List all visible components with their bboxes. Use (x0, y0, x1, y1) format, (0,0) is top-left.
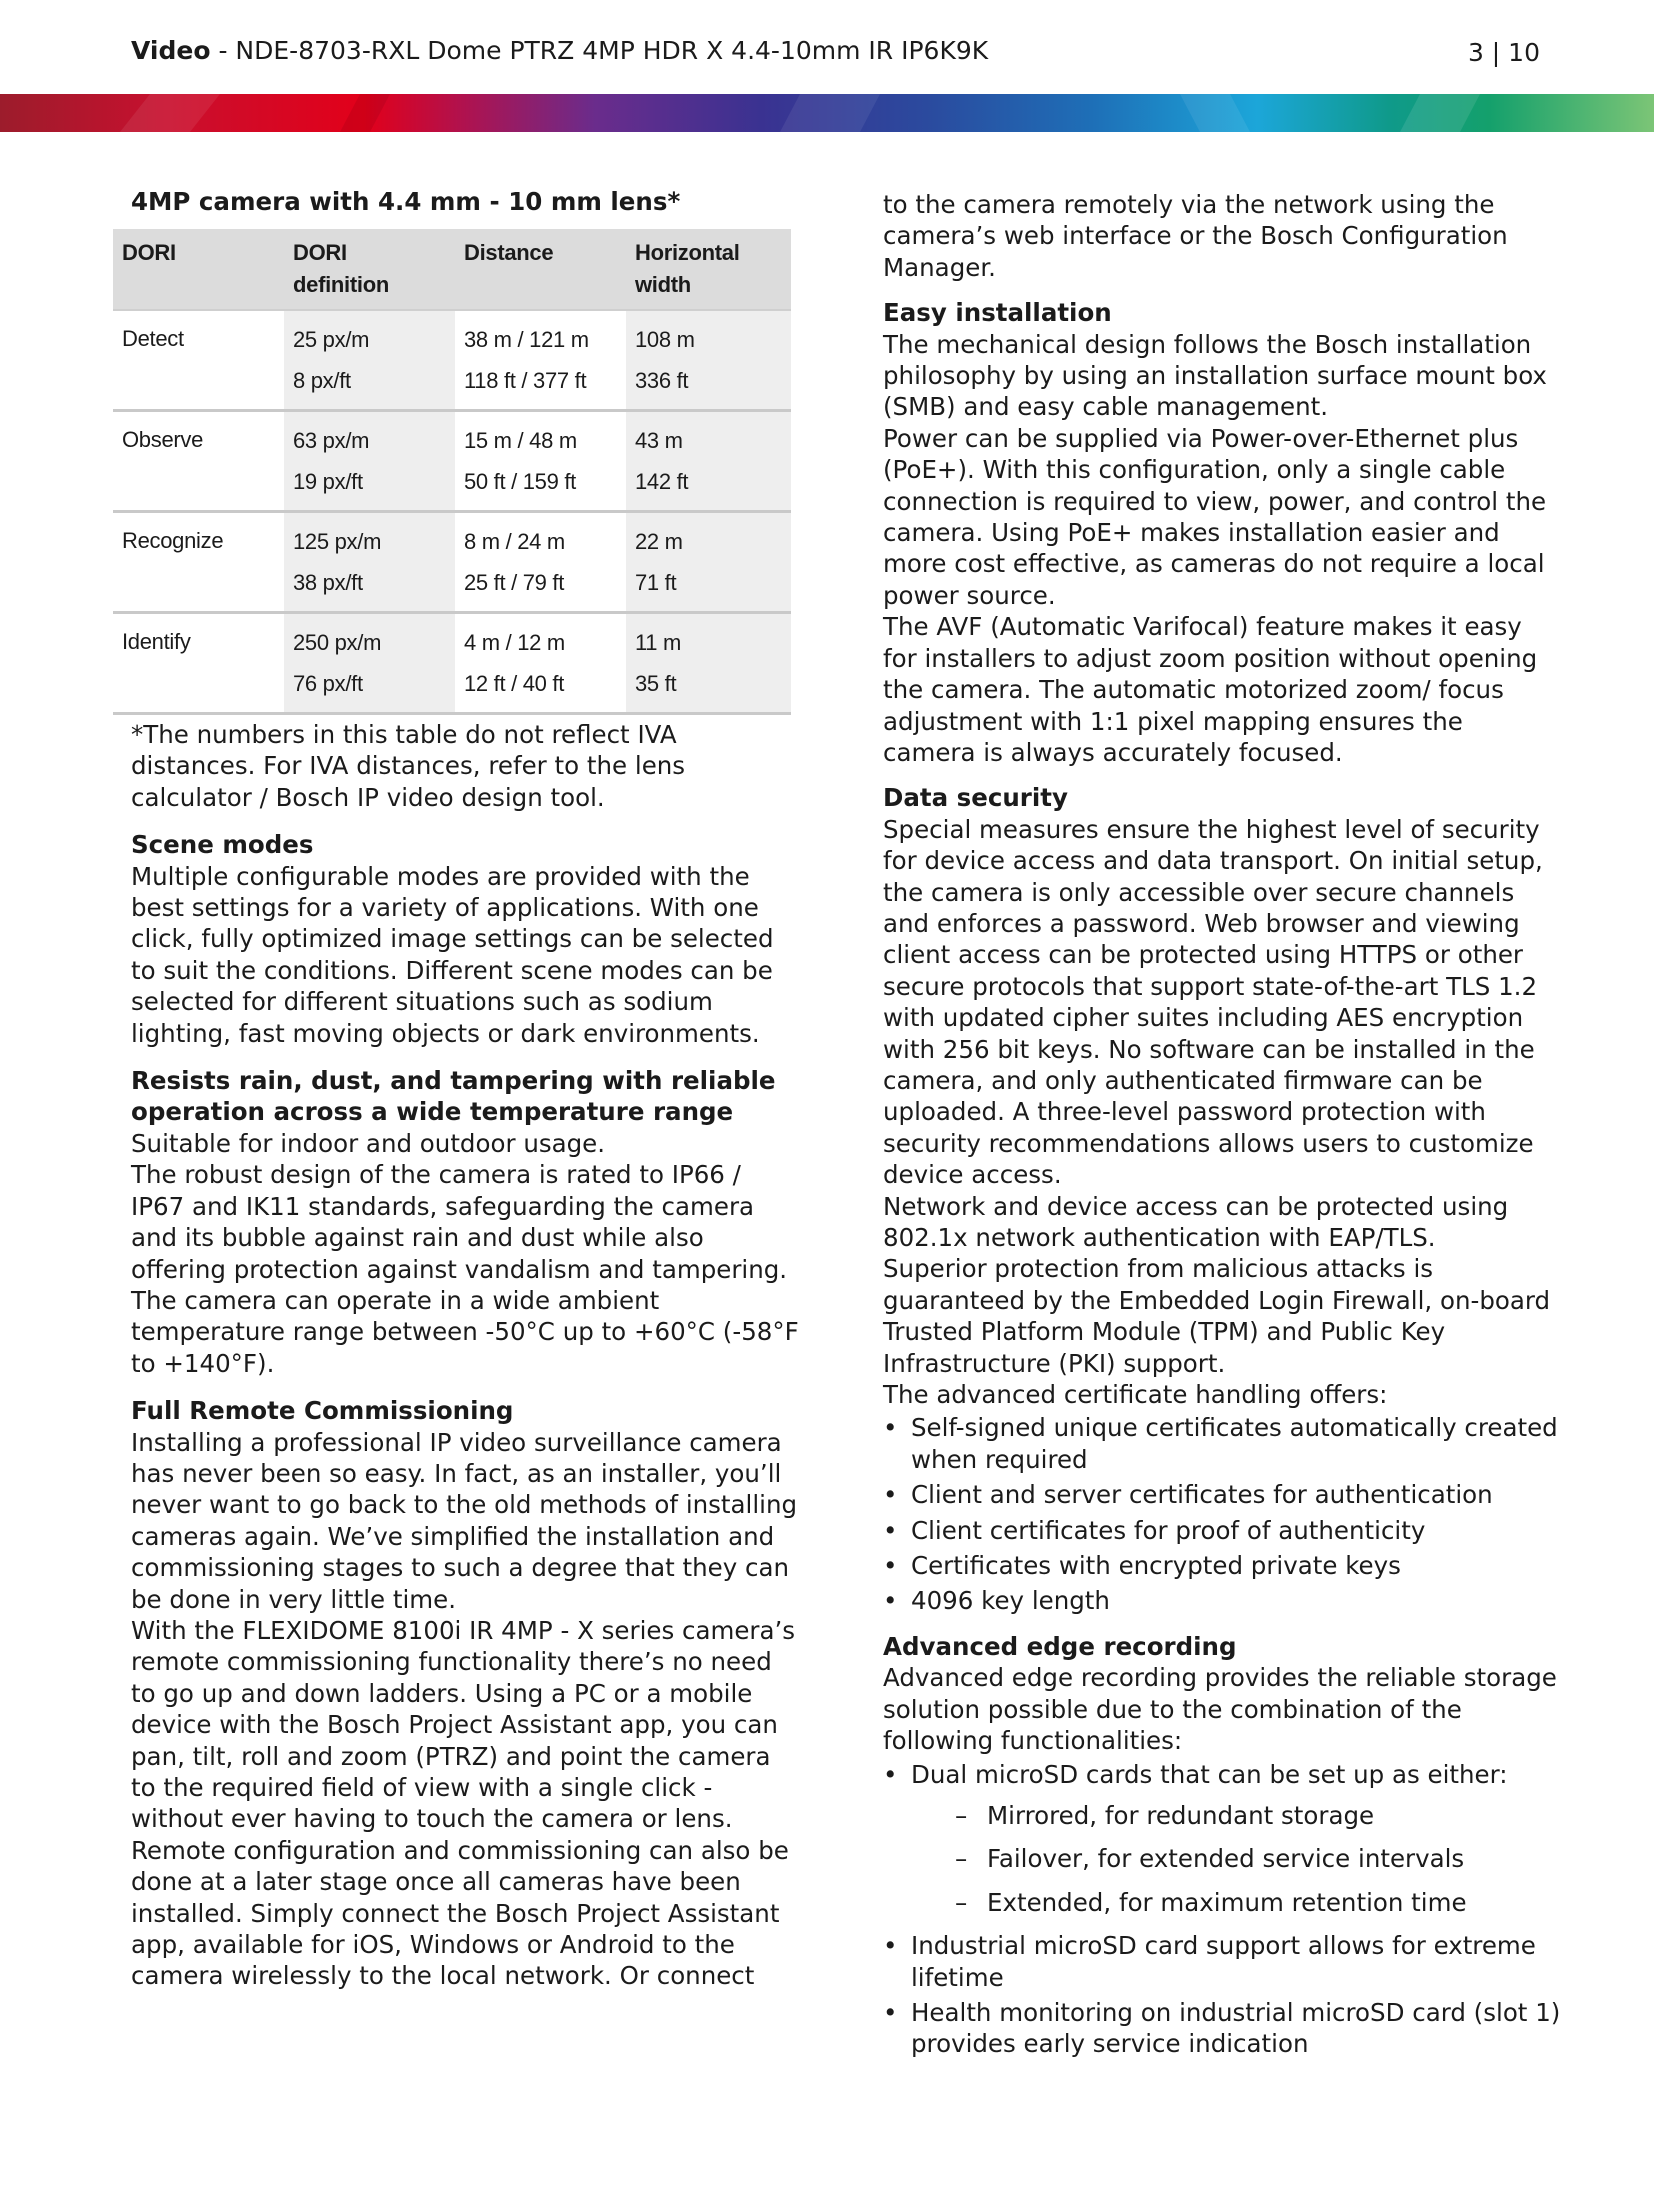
section-heading: Data security (883, 783, 1068, 813)
list-item: • 4096 key length (883, 1585, 1563, 1616)
table-cell: 22 m 71 ft (626, 512, 791, 613)
section-heading: Easy installation (883, 298, 1112, 328)
paragraph: Power can be supplied via Power-over-Ethernet plus (PoE+). With this configuration, only a single cable connection is required to view, power, and control the camera. Using PoE+ makes installation easier and more cost effective, as cameras do not require a local power source. (883, 423, 1547, 610)
table-title: 4MP camera with 4.4 mm - 10 mm lens* (131, 187, 681, 216)
brand-supergraphic (0, 94, 1654, 132)
table-row (113, 411, 791, 512)
table-cell: 63 px/m 19 px/ft (284, 411, 455, 512)
sub-list-item: – Extended, for maximum retention time (911, 1887, 1563, 1918)
resists-section (131, 1065, 801, 1379)
remote-commissioning-section (131, 1395, 801, 1992)
paragraph: The robust design of the camera is rated to IP66 / IP67 and IK11 standards, safeguarding the camera and its bubble against rain and dust while also offering protection against vandalism and tampering. The camera can operate in a wide ambient temperature range between -50°C up to +60°C (-58°F to +140°F). (131, 1160, 799, 1378)
paragraph: With the FLEXIDOME 8100i IR 4MP - X series camera’s remote commissioning functionality there’s no need to go up and down ladders. Using a PC or a mobile device with the Bosch Project Assistant app, you can pan, tilt, roll and zoom (PTRZ) and point the camera to the required field of view with a single click - without ever having to touch the camera or lens. (131, 1615, 796, 1834)
paragraph: Multiple configurable modes are provided with the best settings for a variety of applications. With one click, fully optimized image settings can be selected to suit the conditions. Different scene modes can be selected for different situations such as sodium lighting, fast moving objects or dark environments. (131, 861, 774, 1048)
list-item: • Industrial microSD card support allows for extreme lifetime (883, 1930, 1563, 1993)
section-heading: Full Remote Commissioning (131, 1396, 514, 1426)
table-header: Distance (455, 229, 626, 310)
header-product: - NDE-8703-RXL Dome PTRZ 4MP HDR X 4.4-10mm IR IP6K9K (210, 36, 989, 65)
section-heading: Scene modes (131, 830, 314, 860)
paragraph: Network and device access can be protected using 802.1x network authentication with EAP/TLS. (883, 1191, 1509, 1252)
dori-level: Detect (113, 310, 284, 411)
header-category: Video (131, 36, 211, 65)
paragraph: to the camera remotely via the network using the camera’s web interface or the Bosch Configuration Manager. (883, 190, 1508, 282)
table-row (113, 613, 791, 714)
section-heading: Advanced edge recording (883, 1631, 1237, 1661)
table-cell: 4 m / 12 m 12 ft / 40 ft (455, 613, 626, 714)
table-row (113, 310, 791, 411)
table-header: Horizontal width (626, 229, 791, 310)
paragraph: Special measures ensure the highest level of security for device access and data transport. On initial setup, the camera is only accessible over secure channels and enforces a password. Web browser and viewing client access can be protected using HTTPS or other secure protocols that support state-of-the-art TLS 1.2 with updated cipher suites including AES encryption with 256 bit keys. No software can be installed in the camera, and only authenticated firmware can be uploaded. A three-level password protection with security recommendations allows users to customize device access. (883, 814, 1543, 1190)
table-cell: 43 m 142 ft (626, 411, 791, 512)
dori-table (113, 229, 791, 715)
easy-installation-section (883, 297, 1563, 768)
paragraph: The mechanical design follows the Bosch installation philosophy by using an installation surface mount box (SMB) and easy cable management. (883, 329, 1547, 422)
table-header: DORI (113, 229, 284, 310)
table-cell: 108 m 336 ft (626, 310, 791, 411)
table-cell: 8 m / 24 m 25 ft / 79 ft (455, 512, 626, 613)
page-header-title (131, 36, 988, 65)
sub-list-item: – Mirrored, for redundant storage (911, 1800, 1563, 1831)
list-item: • Client and server certificates for authentication (883, 1479, 1563, 1510)
paragraph: Superior protection from malicious attacks is guaranteed by the Embedded Login Firewall, on-board Trusted Platform Module (TPM) and Public Key Infrastructure (PKI) support. (883, 1254, 1551, 1378)
left-column (122, 186, 801, 2006)
section-heading: Resists rain, dust, and tampering with reliable operation across a wide temperature range (131, 1066, 776, 1127)
list-item: • Health monitoring on industrial microSD card (slot 1) provides early service indication (883, 1997, 1563, 2060)
table-cell: 11 m 35 ft (626, 613, 791, 714)
certificate-list (883, 1412, 1563, 1616)
table-cell: 125 px/m 38 px/ft (284, 512, 455, 613)
list-item (883, 1759, 1563, 1919)
storage-mode-list (911, 1800, 1563, 1918)
table-cell: 15 m / 48 m 50 ft / 159 ft (455, 411, 626, 512)
edge-recording-section (883, 1631, 1563, 2060)
table-row (113, 512, 791, 613)
table-footnote: *The numbers in this table do not reflect IVA distances. For IVA distances, refer to the lens calculator / Bosch IP video design tool. (131, 720, 686, 812)
paragraph: Remote configuration and commissioning can also be done at a later stage once all cameras have been installed. Simply connect the Bosch Project Assistant app, available for iOS, Windows or Android to the camera wirelessly to the local network. Or connect (131, 1835, 789, 1991)
data-security-section (883, 782, 1563, 1617)
list-item: • Client certificates for proof of authenticity (883, 1515, 1563, 1546)
right-column (883, 189, 1563, 2074)
dori-level: Identify (113, 613, 284, 714)
list-item-text: Dual microSD cards that can be set up as either: (911, 1759, 1508, 1789)
table-cell: 250 px/m 76 px/ft (284, 613, 455, 714)
table-cell: 38 m / 121 m 118 ft / 377 ft (455, 310, 626, 411)
paragraph: Installing a professional IP video surveillance camera has never been so easy. In fact, as an installer, you’ll never want to go back to the old methods of installing cameras again. We’ve simplified the installation and commissioning stages to such a degree that they can be done in very little time. (131, 1427, 798, 1614)
list-item: • Self-signed unique certificates automatically created when required (883, 1412, 1563, 1475)
sub-list-item: – Failover, for extended service intervals (911, 1843, 1563, 1874)
table-header: DORI definition (284, 229, 455, 310)
edge-feature-list (883, 1759, 1563, 2060)
paragraph: Suitable for indoor and outdoor usage. (131, 1128, 606, 1158)
dori-level: Recognize (113, 512, 284, 613)
dori-level: Observe (113, 411, 284, 512)
table-cell: 25 px/m 8 px/ft (284, 310, 455, 411)
table-header-row (113, 229, 791, 310)
paragraph: Advanced edge recording provides the reliable storage solution possible due to the combination of the following functionalities: (883, 1663, 1557, 1756)
paragraph: The AVF (Automatic Varifocal) feature makes it easy for installers to adjust zoom position without opening the camera. The automatic motorized zoom/ focus adjustment with 1:1 pixel mapping ensures the camera is always accurately focused. (883, 612, 1538, 767)
page-number: 3 | 10 (1467, 38, 1540, 67)
scene-modes-section (131, 829, 801, 1049)
list-item: • Certificates with encrypted private keys (883, 1550, 1563, 1581)
paragraph: The advanced certificate handling offers: (883, 1380, 1388, 1410)
